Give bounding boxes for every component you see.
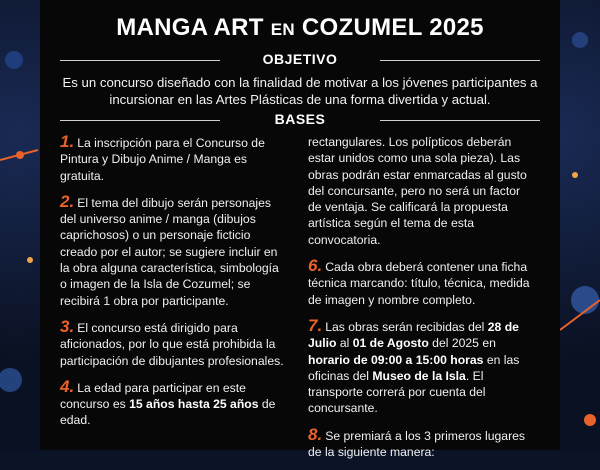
item-highlight: Museo de la Isla [372, 368, 466, 383]
item-text: Se premiará a los 3 primeros lugares de la siguiente manera: [308, 428, 526, 460]
item-text: La edad para participar en este concurso es [60, 380, 246, 412]
item-number: 3. [60, 316, 75, 336]
item-number: 2. [60, 191, 75, 211]
divider [380, 60, 540, 61]
item-text: en las oficinas del [308, 352, 520, 383]
bases-item [60, 376, 285, 429]
item-text: rectangulares. Los polípticos deberán estar unidos como una sola pieza). Las obras podrán estar enmarcadas al gusto del concursante, pero no será un factor de ventaja. Se calificará la propuesta artística según el tema de esta convocatoria. [308, 135, 527, 247]
objetivo-heading [60, 51, 540, 69]
divider [60, 60, 220, 61]
planet-icon [5, 51, 23, 69]
bases-column-right [308, 134, 533, 470]
item-text: . El transporte correrá por cuenta del concursante. [308, 368, 486, 416]
bases-heading [60, 111, 540, 129]
item-highlight: 01 de Agosto [352, 336, 429, 351]
bases-heading-label: BASES [274, 111, 326, 127]
bases-item [60, 134, 285, 184]
bases-item [308, 134, 533, 248]
bases-item [60, 316, 285, 369]
title-small: EN [270, 20, 295, 39]
item-text: de edad. [60, 397, 276, 428]
objetivo-text: Es un concurso diseñado con la finalidad de motivar a los jóvenes participantes a incursionar en las Artes Plásticas de una forma divertida y actual. [62, 75, 538, 107]
bases-column-left [60, 134, 285, 439]
item-text: El concurso está dirigido para aficionados, por lo que está prohibida la participación de dibujantes profesionales. [60, 320, 284, 368]
planet-icon [572, 32, 588, 48]
item-highlight: horario de 09:00 a 15:00 horas [308, 352, 484, 367]
item-text: Cada obra deberá contener una ficha técnica marcando: título, técnica, medida de imagen y nombre completo. [308, 260, 530, 307]
item-highlight: 15 años hasta 25 años [129, 397, 259, 412]
bases-item [308, 315, 533, 417]
item-number: 4. [60, 376, 75, 396]
planet-icon [0, 368, 22, 392]
item-number: 7. [308, 315, 323, 335]
divider [380, 120, 540, 121]
item-text: El tema del dibujo serán personajes del universo anime / manga (dibujos caprichosos) o un personaje ficticio creado por el autor; se sugiere incluir en la obra alguna característica, simbología o imagen de la Isla de Cozumel; se recibirá 1 obra por participante. [60, 195, 279, 308]
item-number: 1. [60, 132, 75, 151]
item-number: 6. [308, 256, 323, 276]
bases-item [60, 191, 285, 309]
title-part-a: MANGA ART [116, 14, 264, 41]
bases-item [308, 424, 533, 461]
star-icon [27, 257, 33, 263]
page-title [40, 14, 560, 42]
item-text: al [336, 336, 353, 351]
orange-planet-icon [584, 414, 596, 426]
planet-icon [571, 286, 599, 314]
contest-flyer [40, 0, 560, 460]
item-text: del 2025 en [428, 336, 496, 351]
divider [60, 120, 220, 121]
star-icon [572, 172, 578, 178]
item-text: La inscripción para el Concurso de Pintura y Dibujo Anime / Manga es gratuita. [60, 136, 265, 183]
item-highlight: 28 de Julio [308, 319, 519, 351]
item-number: 8. [308, 424, 323, 444]
title-part-b: COZUMEL 2025 [301, 14, 484, 41]
objetivo-heading-label: OBJETIVO [262, 51, 338, 67]
bases-item [308, 258, 533, 308]
item-text: Las obras serán recibidas del [325, 319, 488, 334]
